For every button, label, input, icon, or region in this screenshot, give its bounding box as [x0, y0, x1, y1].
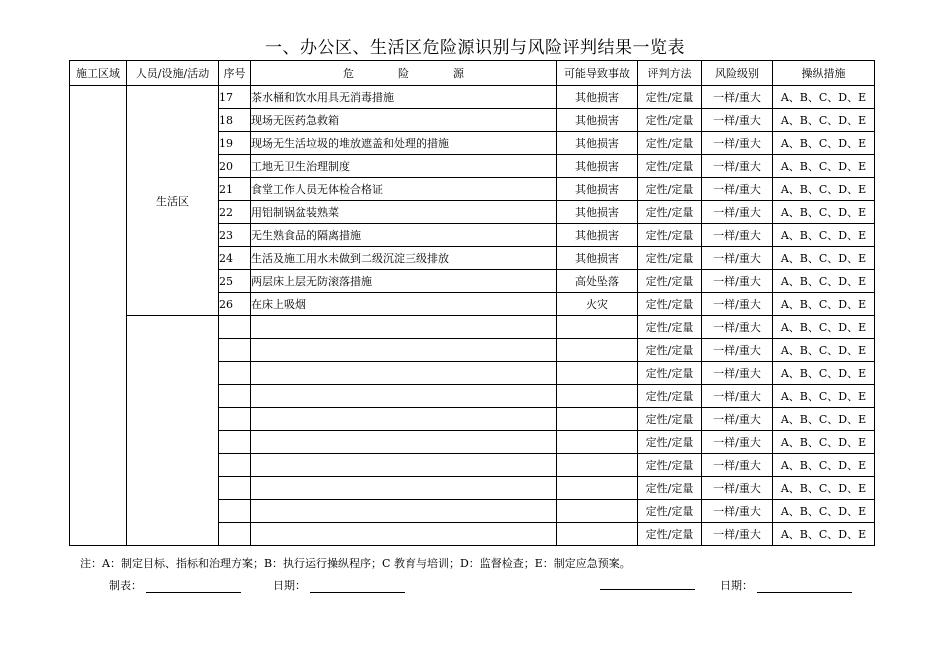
method-cell: 定性/定量 — [638, 109, 702, 132]
accident-cell — [557, 523, 638, 546]
seq-cell: 18 — [219, 109, 251, 132]
hazard-cell — [251, 523, 557, 546]
seq-cell: 23 — [219, 224, 251, 247]
method-cell: 定性/定量 — [638, 523, 702, 546]
accident-cell — [557, 500, 638, 523]
header-risk-level: 风险级别 — [702, 61, 773, 86]
date-line[interactable] — [310, 582, 405, 593]
measures-cell: A、B、C、D、E — [773, 454, 875, 477]
risk-level-cell: 一样/重大 — [702, 247, 773, 270]
hazard-cell — [251, 385, 557, 408]
seq-cell: 24 — [219, 247, 251, 270]
accident-cell: 其他损害 — [557, 247, 638, 270]
seq-cell: 21 — [219, 178, 251, 201]
accident-cell — [557, 408, 638, 431]
accident-cell — [557, 385, 638, 408]
seq-cell — [219, 431, 251, 454]
seq-cell — [219, 500, 251, 523]
accident-cell: 其他损害 — [557, 178, 638, 201]
risk-level-cell: 一样/重大 — [702, 293, 773, 316]
hazard-cell — [251, 362, 557, 385]
hazard-cell — [251, 477, 557, 500]
prepared-by — [109, 577, 241, 593]
method-cell: 定性/定量 — [638, 293, 702, 316]
method-cell: 定性/定量 — [638, 500, 702, 523]
measures-cell: A、B、C、D、E — [773, 178, 875, 201]
risk-level-cell: 一样/重大 — [702, 224, 773, 247]
table-row — [70, 316, 875, 339]
hazard-cell: 在床上吸烟 — [251, 293, 557, 316]
accident-cell — [557, 454, 638, 477]
seq-cell: 22 — [219, 201, 251, 224]
risk-level-cell: 一样/重大 — [702, 431, 773, 454]
method-cell: 定性/定量 — [638, 385, 702, 408]
header-area: 施工区域 — [70, 61, 127, 86]
risk-level-cell: 一样/重大 — [702, 454, 773, 477]
hazard-cell — [251, 408, 557, 431]
method-cell: 定性/定量 — [638, 270, 702, 293]
seq-cell — [219, 454, 251, 477]
hazard-cell: 工地无卫生治理制度 — [251, 155, 557, 178]
measures-cell: A、B、C、D、E — [773, 477, 875, 500]
seq-cell — [219, 385, 251, 408]
header-measures: 操纵措施 — [773, 61, 875, 86]
area-cell — [70, 86, 127, 546]
measures-cell: A、B、C、D、E — [773, 523, 875, 546]
hazard-cell — [251, 316, 557, 339]
accident-cell — [557, 431, 638, 454]
seq-cell: 17 — [219, 86, 251, 109]
method-cell: 定性/定量 — [638, 178, 702, 201]
header-accident: 可能导致事故 — [557, 61, 638, 86]
date-line-2[interactable] — [757, 582, 852, 593]
date-label-2: 日期： — [720, 579, 753, 592]
accident-cell: 其他损害 — [557, 155, 638, 178]
risk-level-cell: 一样/重大 — [702, 362, 773, 385]
method-cell: 定性/定量 — [638, 86, 702, 109]
risk-level-cell: 一样/重大 — [702, 500, 773, 523]
header-method: 评判方法 — [638, 61, 702, 86]
seq-cell — [219, 339, 251, 362]
seq-cell: 20 — [219, 155, 251, 178]
hazard-cell: 两层床上层无防滚落措施 — [251, 270, 557, 293]
risk-level-cell: 一样/重大 — [702, 86, 773, 109]
hazard-cell: 茶水桶和饮水用具无消毒措施 — [251, 86, 557, 109]
seq-cell — [219, 523, 251, 546]
accident-cell — [557, 339, 638, 362]
risk-level-cell: 一样/重大 — [702, 316, 773, 339]
method-cell: 定性/定量 — [638, 247, 702, 270]
hazard-cell — [251, 431, 557, 454]
risk-level-cell: 一样/重大 — [702, 385, 773, 408]
hazard-cell: 现场无生活垃圾的堆放遮盖和处理的措施 — [251, 132, 557, 155]
date-label: 日期： — [273, 579, 306, 592]
method-cell: 定性/定量 — [638, 316, 702, 339]
hazard-cell: 无生熟食品的隔离措施 — [251, 224, 557, 247]
method-cell: 定性/定量 — [638, 201, 702, 224]
risk-level-cell: 一样/重大 — [702, 132, 773, 155]
table-row — [70, 86, 875, 109]
measures-cell: A、B、C、D、E — [773, 201, 875, 224]
seq-cell — [219, 408, 251, 431]
hazard-cell: 用铝制锅盆装熟菜 — [251, 201, 557, 224]
risk-level-cell: 一样/重大 — [702, 523, 773, 546]
risk-level-cell: 一样/重大 — [702, 155, 773, 178]
accident-cell — [557, 477, 638, 500]
group-empty-cell — [127, 316, 219, 546]
method-cell: 定性/定量 — [638, 339, 702, 362]
accident-cell: 其他损害 — [557, 132, 638, 155]
measures-cell: A、B、C、D、E — [773, 385, 875, 408]
blank-signature-line[interactable] — [600, 579, 695, 590]
measures-cell: A、B、C、D、E — [773, 132, 875, 155]
measures-cell: A、B、C、D、E — [773, 293, 875, 316]
measures-cell: A、B、C、D、E — [773, 316, 875, 339]
risk-level-cell: 一样/重大 — [702, 178, 773, 201]
hazard-cell: 生活及施工用水未做到二级沉淀三级排放 — [251, 247, 557, 270]
hazard-table — [69, 60, 875, 546]
seq-cell: 26 — [219, 293, 251, 316]
date-field — [273, 577, 405, 593]
risk-level-cell: 一样/重大 — [702, 270, 773, 293]
measures-cell: A、B、C、D、E — [773, 500, 875, 523]
risk-level-cell: 一样/重大 — [702, 408, 773, 431]
seq-cell: 25 — [219, 270, 251, 293]
header-person-facility: 人员/设施/活动 — [127, 61, 219, 86]
method-cell: 定性/定量 — [638, 431, 702, 454]
accident-cell: 其他损害 — [557, 224, 638, 247]
seq-cell: 19 — [219, 132, 251, 155]
measures-cell: A、B、C、D、E — [773, 362, 875, 385]
accident-cell: 高处坠落 — [557, 270, 638, 293]
method-cell: 定性/定量 — [638, 477, 702, 500]
accident-cell: 火灾 — [557, 293, 638, 316]
accident-cell: 其他损害 — [557, 201, 638, 224]
header-seq: 序号 — [219, 61, 251, 86]
seq-cell — [219, 362, 251, 385]
prepared-by-line[interactable] — [146, 582, 241, 593]
risk-level-cell: 一样/重大 — [702, 201, 773, 224]
seq-cell — [219, 477, 251, 500]
blank-signature — [600, 577, 695, 590]
measures-cell: A、B、C、D、E — [773, 224, 875, 247]
accident-cell — [557, 362, 638, 385]
measures-cell: A、B、C、D、E — [773, 431, 875, 454]
hazard-cell — [251, 339, 557, 362]
measures-cell: A、B、C、D、E — [773, 86, 875, 109]
hazard-cell: 食堂工作人员无体检合格证 — [251, 178, 557, 201]
group-label-cell: 生活区 — [127, 86, 219, 316]
method-cell: 定性/定量 — [638, 224, 702, 247]
measures-cell: A、B、C、D、E — [773, 155, 875, 178]
date-field-2 — [720, 577, 852, 593]
measures-cell: A、B、C、D、E — [773, 339, 875, 362]
seq-cell — [219, 316, 251, 339]
hazard-cell — [251, 500, 557, 523]
header-hazard: 危 险 源 — [251, 61, 557, 86]
accident-cell — [557, 316, 638, 339]
measures-cell: A、B、C、D、E — [773, 270, 875, 293]
risk-level-cell: 一样/重大 — [702, 477, 773, 500]
accident-cell: 其他损害 — [557, 109, 638, 132]
prepared-by-label: 制表： — [109, 579, 142, 592]
method-cell: 定性/定量 — [638, 454, 702, 477]
method-cell: 定性/定量 — [638, 362, 702, 385]
risk-level-cell: 一样/重大 — [702, 109, 773, 132]
page-title: 一、办公区、生活区危险源识别与风险评判结果一览表 — [265, 38, 685, 58]
method-cell: 定性/定量 — [638, 408, 702, 431]
method-cell: 定性/定量 — [638, 155, 702, 178]
header-row — [70, 61, 875, 86]
legend-note: 注：A：制定目标、指标和治理方案；B：执行运行操纵程序；C 教育与培训；D：监督检查；E：制定应急预案。 — [80, 557, 631, 570]
hazard-cell — [251, 454, 557, 477]
accident-cell: 其他损害 — [557, 86, 638, 109]
measures-cell: A、B、C、D、E — [773, 109, 875, 132]
risk-level-cell: 一样/重大 — [702, 339, 773, 362]
measures-cell: A、B、C、D、E — [773, 408, 875, 431]
measures-cell: A、B、C、D、E — [773, 247, 875, 270]
hazard-cell: 现场无医药急救箱 — [251, 109, 557, 132]
method-cell: 定性/定量 — [638, 132, 702, 155]
